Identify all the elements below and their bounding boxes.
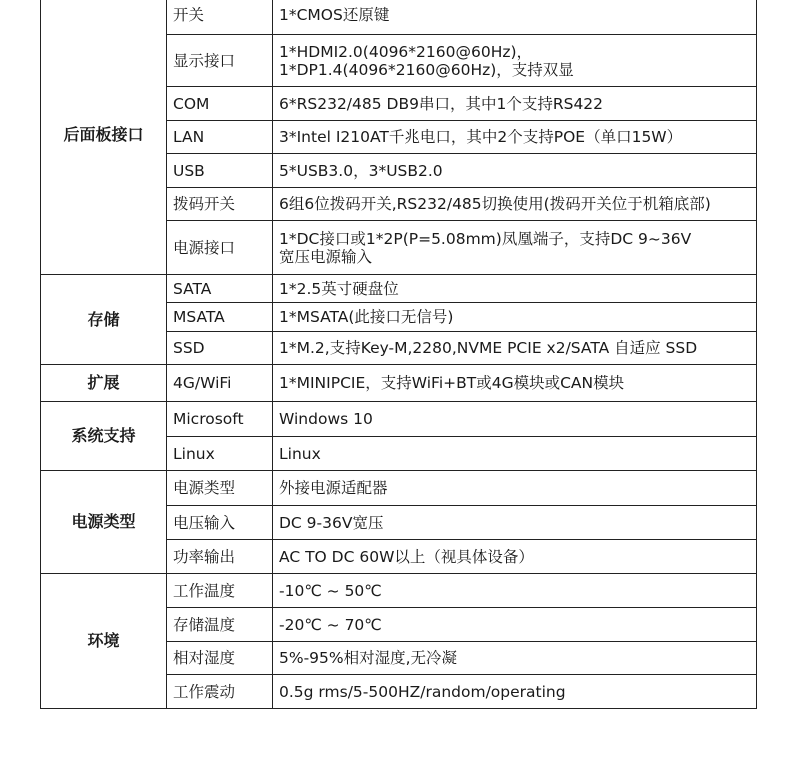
value-cell: DC 9-36V宽压 — [273, 506, 757, 540]
value-cell: 1*M.2,支持Key-M,2280,NVME PCIE x2/SATA 自适应 SSD — [273, 332, 757, 365]
table-row — [41, 574, 757, 608]
value-cell: Linux — [273, 437, 757, 471]
value-cell: Windows 10 — [273, 402, 757, 437]
value-cell: 1*CMOS还原键 — [273, 0, 757, 35]
item-cell: Linux — [167, 437, 273, 471]
item-cell: 相对湿度 — [167, 642, 273, 675]
value-cell: 5*USB3.0，3*USB2.0 — [273, 154, 757, 188]
value-cell: 1*MINIPCIE，支持WiFi+BT或4G模块或CAN模块 — [273, 365, 757, 402]
table-row — [41, 0, 757, 35]
item-cell: 4G/WiFi — [167, 365, 273, 402]
value-cell: 6组6位拨码开关,RS232/485切换使用(拨码开关位于机箱底部) — [273, 188, 757, 221]
table-row — [41, 402, 757, 437]
value-cell: 1*DC接口或1*2P(P=5.08mm)凤凰端子，支持DC 9~36V 宽压电源输入 — [273, 221, 757, 275]
item-cell: 工作温度 — [167, 574, 273, 608]
category-cell: 存储 — [41, 275, 167, 365]
item-cell: Microsoft — [167, 402, 273, 437]
category-cell: 环境 — [41, 574, 167, 709]
item-cell: LAN — [167, 121, 273, 154]
spec-table — [40, 0, 757, 709]
item-cell: 电压输入 — [167, 506, 273, 540]
item-cell: 工作震动 — [167, 675, 273, 709]
value-cell: 1*MSATA(此接口无信号) — [273, 303, 757, 332]
value-cell: AC TO DC 60W以上（视具体设备） — [273, 540, 757, 574]
value-cell: 1*HDMI2.0(4096*2160@60Hz)， 1*DP1.4(4096*2160@60Hz)，支持双显 — [273, 35, 757, 87]
item-cell: 拨码开关 — [167, 188, 273, 221]
item-cell: 功率输出 — [167, 540, 273, 574]
category-cell: 后面板接口 — [41, 0, 167, 275]
value-cell: 6*RS232/485 DB9串口，其中1个支持RS422 — [273, 87, 757, 121]
item-cell: 电源接口 — [167, 221, 273, 275]
item-cell: COM — [167, 87, 273, 121]
value-cell: 外接电源适配器 — [273, 471, 757, 506]
value-cell: 3*Intel I210AT千兆电口，其中2个支持POE（单口15W） — [273, 121, 757, 154]
value-cell: 5%-95%相对湿度,无冷凝 — [273, 642, 757, 675]
value-cell: -20℃ ~ 70℃ — [273, 608, 757, 642]
item-cell: 电源类型 — [167, 471, 273, 506]
value-cell: 0.5g rms/5-500HZ/random/operating — [273, 675, 757, 709]
value-cell: -10℃ ~ 50℃ — [273, 574, 757, 608]
item-cell: 存储温度 — [167, 608, 273, 642]
spec-table-body — [41, 0, 757, 709]
category-cell: 扩展 — [41, 365, 167, 402]
item-cell: 开关 — [167, 0, 273, 35]
category-cell: 电源类型 — [41, 471, 167, 574]
item-cell: USB — [167, 154, 273, 188]
table-row — [41, 471, 757, 506]
item-cell: SATA — [167, 275, 273, 303]
table-row — [41, 365, 757, 402]
value-cell: 1*2.5英寸硬盘位 — [273, 275, 757, 303]
category-cell: 系统支持 — [41, 402, 167, 471]
item-cell: SSD — [167, 332, 273, 365]
item-cell: MSATA — [167, 303, 273, 332]
item-cell: 显示接口 — [167, 35, 273, 87]
table-row — [41, 275, 757, 303]
